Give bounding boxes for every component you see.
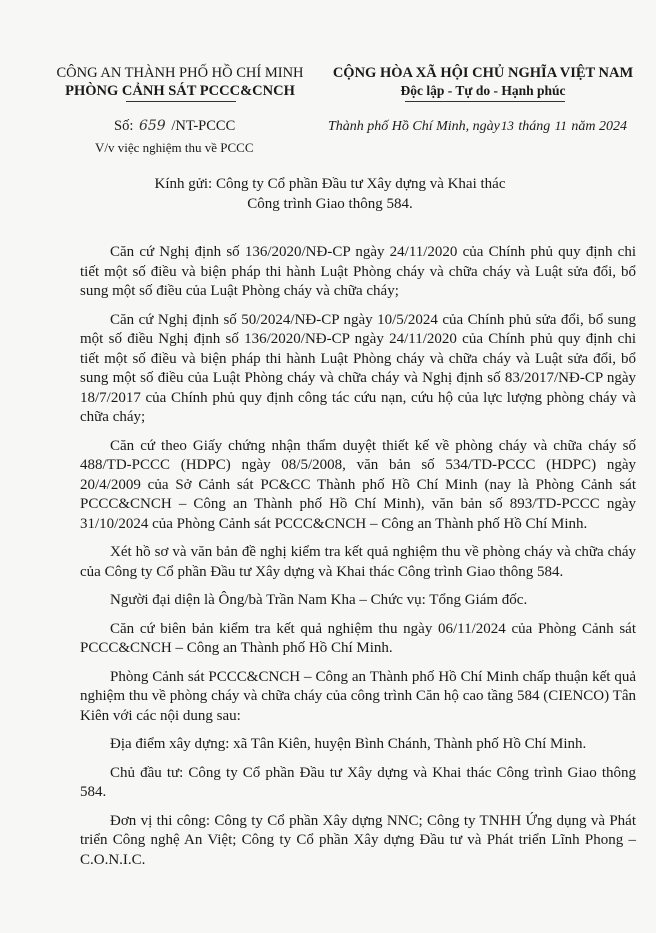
national-heading-block — [318, 64, 648, 100]
motto-underline — [405, 101, 565, 102]
document-subject: V/v việc nghiệm thu về PCCC — [95, 140, 254, 155]
document-number — [114, 118, 235, 135]
document-number-prefix: Số: — [114, 118, 134, 134]
paragraph-inspection-record: Căn cứ biên bản kiểm tra kết quả nghiệm thu ngày 06/11/2024 của Phòng Cảnh sát PCCC&CNCH – Công an Thành phố Hồ Chí Minh. — [80, 620, 636, 656]
paragraph-legal-basis-3: Căn cứ theo Giấy chứng nhận thẩm duyệt thiết kế về phòng cháy và chữa cháy số 488/TD-PCCC (HDPC) ngày 08/5/2008, văn bản số 534/TD-PCCC (HDPC) ngày 20/4/2009 của Sở Cảnh sát PC&CC Thành phố Hồ Chí Minh (nay là Phòng Cảnh sát PCCC&CNCH – Công an Thành phố Hồ Chí Minh), văn bản số 893/TD-PCCC ngày 31/10/2024 của Phòng Cảnh sát PCCC&CNCH – Công an Thành phố Hồ Chí Minh. — [80, 437, 636, 532]
date-day-handwritten: 13 — [500, 118, 514, 133]
date-month-handwritten: 11 — [554, 118, 567, 133]
paragraph-representative: Người đại diện là Ông/bà Trần Nam Kha – Chức vụ: Tổng Giám đốc. — [110, 592, 528, 608]
national-motto: Độc lập - Tự do - Hạnh phúc — [400, 83, 566, 98]
agency-name: PHÒNG CẢNH SÁT PCCC&CNCH — [65, 83, 295, 99]
paragraph-location: Địa điểm xây dựng: xã Tân Kiên, huyện Bình Chánh, Thành phố Hồ Chí Minh. — [110, 736, 587, 752]
paragraph-approval: Phòng Cảnh sát PCCC&CNCH – Công an Thành phố Hồ Chí Minh chấp thuận kết quả nghiệm thu về phòng cháy và chữa cháy của công trình Căn hộ cao tầng 584 (CIENCO) Tân Kiên với các nội dung sau: — [80, 668, 636, 724]
issuing-agency-block — [40, 64, 320, 100]
document-number-suffix: /NT-PCCC — [171, 118, 236, 134]
paragraph-legal-basis-2: Căn cứ Nghị định số 50/2024/NĐ-CP ngày 10/5/2024 của Chính phủ sửa đổi, bổ sung một số điều Nghị định số 136/2020/NĐ-CP ngày 24/11/2020 của Chính phủ quy định chi tiết một số điều và biện pháp thi hành Luật Phòng cháy và chữa cháy và Luật sửa đổi, bổ sung một số điều của Luật Phòng cháy và chữa cháy và Nghị định số 83/2017/NĐ-CP ngày 18/7/2017 của Chính phủ quy định công tác cứu nạn, cứu hộ của lực lượng phòng cháy và chữa cháy; — [80, 311, 636, 425]
paragraph-legal-basis-1: Căn cứ Nghị định số 136/2020/NĐ-CP ngày 24/11/2020 của Chính phủ quy định chi tiết một số điều và biện pháp thi hành Luật Phòng cháy và chữa cháy và Luật sửa đổi, bổ sung một số điều của Luật Phòng cháy và chữa cháy; — [80, 244, 636, 299]
date-year: năm 2024 — [571, 119, 627, 134]
document-number-handwritten: 659 — [138, 118, 166, 134]
document-body — [80, 243, 636, 879]
addressee-line-1: Kính gửi: Công ty Cổ phần Đầu tư Xây dựng và Khai thác — [154, 176, 506, 192]
document-date — [328, 118, 627, 135]
country-name: CỘNG HÒA XÃ HỘI CHỦ NGHĨA VIỆT NAM — [332, 65, 634, 81]
date-month-prefix: tháng — [518, 119, 551, 134]
paragraph-contractors: Đơn vị thi công: Công ty Cổ phần Xây dựng NNC; Công ty TNHH Ứng dụng và Phát triển Công nghệ An Việt; Công ty Cổ phần Xây dựng Đầu tư và Phát triển Lĩnh Phong – C.O.N.I.C. — [80, 812, 636, 868]
paragraph-investor: Chủ đầu tư: Công ty Cổ phần Đầu tư Xây dựng và Khai thác Công trình Giao thông 584. — [80, 764, 636, 800]
date-prefix: Thành phố Hồ Chí Minh, ngày — [328, 119, 500, 134]
addressee-block — [120, 174, 540, 214]
paragraph-review: Xét hồ sơ và văn bản đề nghị kiểm tra kết quả nghiệm thu về phòng cháy và chữa cháy của Công ty Cổ phần Đầu tư Xây dựng và Khai thác Công trình Giao thông 584. — [80, 544, 636, 580]
agency-parent: CÔNG AN THÀNH PHỐ HỒ CHÍ MINH — [56, 65, 304, 81]
agency-underline — [126, 101, 236, 102]
addressee-line-2: Công trình Giao thông 584. — [247, 196, 413, 212]
